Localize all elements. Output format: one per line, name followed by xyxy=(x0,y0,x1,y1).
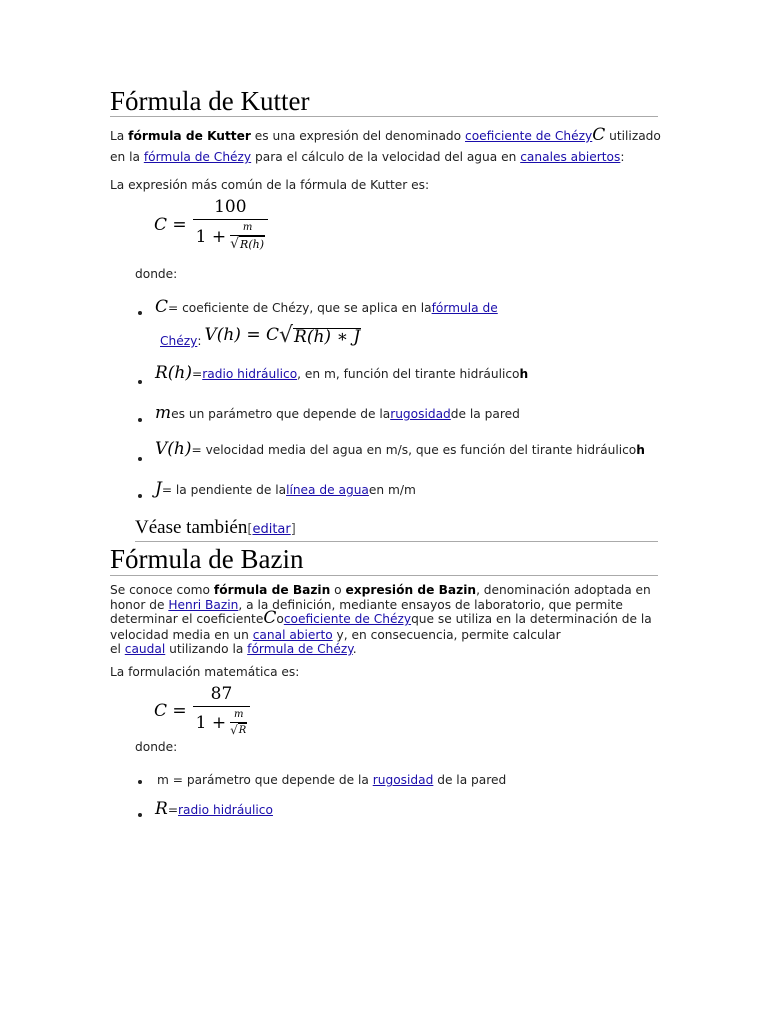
kutter-title-rule xyxy=(110,116,658,117)
bazin-line1 xyxy=(110,583,651,598)
bullet xyxy=(138,380,142,384)
chezy-sqrt xyxy=(279,322,361,348)
link-rugosidad-2[interactable]: rugosidad xyxy=(372,773,434,787)
item-text: , en m, función del tirante hidráulico xyxy=(297,367,520,381)
para-text: o xyxy=(276,612,284,626)
bazin-line5 xyxy=(110,642,357,657)
item-text: = velocidad media del agua en m/s, que es función del tirante hidráulico xyxy=(191,443,637,457)
symbol-rh: R(h) xyxy=(155,363,193,383)
para-text: honor de xyxy=(110,598,169,612)
link-rugosidad[interactable]: rugosidad xyxy=(390,407,451,421)
item-text: es un parámetro que depende de la xyxy=(171,407,391,421)
item-text: : xyxy=(197,334,202,348)
formula-numerator: 100 xyxy=(214,197,247,217)
denominator-one-plus: 1 + xyxy=(195,713,227,733)
see-also-title: Véase también xyxy=(135,517,248,538)
edit-bracket: ] xyxy=(290,522,296,537)
link-canal-abierto[interactable]: canal abierto xyxy=(252,628,333,642)
formula-numerator: 87 xyxy=(210,684,233,704)
kutter-item-c-cont xyxy=(160,322,361,349)
para-text: , denominación adoptada en xyxy=(476,583,651,597)
para-text: . xyxy=(352,642,357,656)
link-formula-chezy[interactable]: fórmula de Chézy xyxy=(143,150,252,164)
symbol-c: C xyxy=(263,608,277,628)
intro-bold-term: fórmula de Kutter xyxy=(128,129,251,143)
bazin-formula xyxy=(154,684,250,737)
radicand-rh: R(h) xyxy=(240,238,264,251)
bazin-item-m xyxy=(157,773,506,788)
link-canales-abiertos[interactable]: canales abiertos xyxy=(520,150,621,164)
bold-formula-bazin: fórmula de Bazin xyxy=(213,583,331,597)
para-text: el xyxy=(110,642,125,656)
bazin-title-rule xyxy=(110,575,658,576)
see-also-heading xyxy=(135,517,296,539)
denominator-one-plus: 1 + xyxy=(195,227,227,247)
bazin-title: Fórmula de Bazin xyxy=(110,544,304,574)
see-also-rule xyxy=(135,541,658,542)
item-text: de la pared xyxy=(433,773,507,787)
sqrt-rh xyxy=(230,236,265,252)
sqrt-r xyxy=(230,723,247,737)
bazin-donde: donde: xyxy=(135,740,178,754)
link-radio-hidraulico[interactable]: radio hidráulico xyxy=(202,367,298,381)
formula-denominator xyxy=(193,220,268,252)
kutter-donde: donde: xyxy=(135,267,178,281)
bullet xyxy=(138,311,142,315)
bazin-line4 xyxy=(110,628,561,643)
bullet xyxy=(138,418,142,422)
item-text: m = parámetro que depende de la xyxy=(157,773,373,787)
formula-fraction xyxy=(193,197,268,252)
item-text: = xyxy=(167,803,179,817)
inner-numerator-m: m xyxy=(233,709,244,720)
link-radio-hidraulico-2[interactable]: radio hidráulico xyxy=(178,803,273,817)
symbol-vh: V(h) xyxy=(155,439,192,459)
intro-text: : xyxy=(620,150,625,164)
inner-fraction xyxy=(230,222,265,252)
intro-text: para el cálculo de la velocidad del agua en xyxy=(251,150,521,164)
kutter-item-vh xyxy=(155,439,645,459)
formula-denominator xyxy=(193,707,251,737)
formula-lhs: C = xyxy=(154,700,187,721)
bullet xyxy=(138,457,142,461)
bold-expresion-bazin: expresión de Bazin xyxy=(345,583,477,597)
kutter-expression-intro: La expresión más común de la fórmula de Kutter es: xyxy=(110,178,430,192)
intro-symbol-c: C xyxy=(592,125,606,145)
intro-text: es una expresión del denominado xyxy=(250,129,466,143)
kutter-title: Fórmula de Kutter xyxy=(110,86,310,116)
kutter-item-m xyxy=(155,403,520,423)
link-formula-chezy-2[interactable]: fórmula de Chézy xyxy=(247,642,353,656)
kutter-intro-line2 xyxy=(110,150,624,165)
inner-fraction xyxy=(230,709,247,737)
bullet xyxy=(138,813,142,817)
symbol-c: C xyxy=(155,297,169,317)
item-text: = xyxy=(192,367,203,381)
item-text: = la pendiente de la xyxy=(161,483,287,497)
link-caudal[interactable]: caudal xyxy=(124,642,166,656)
radical-sign: √ xyxy=(230,236,240,252)
formula-fraction xyxy=(193,684,251,737)
link-henri-bazin[interactable]: Henri Bazin xyxy=(168,598,239,612)
para-text: y, en consecuencia, permite calcular xyxy=(332,628,561,642)
para-text: , a la definición, mediante ensayos de laboratorio, que permite xyxy=(238,598,623,612)
para-text: Se conoce como xyxy=(110,583,214,597)
kutter-intro-line1 xyxy=(110,125,661,145)
intro-text: La xyxy=(110,129,129,143)
link-coeficiente-chezy[interactable]: coeficiente de Chézy xyxy=(465,129,593,143)
bazin-math-intro: La formulación matemática es: xyxy=(110,665,300,679)
intro-text: utilizado xyxy=(605,129,661,143)
symbol-r: R xyxy=(155,799,168,819)
para-text: utilizando la xyxy=(165,642,248,656)
item-text: de la pared xyxy=(450,407,520,421)
kutter-item-c xyxy=(155,297,498,317)
kutter-item-rh xyxy=(155,363,529,383)
radicand-r: R xyxy=(238,725,247,736)
link-coeficiente-chezy-2[interactable]: coeficiente de Chézy xyxy=(283,612,412,626)
formula-lhs: C = xyxy=(154,214,187,235)
radical-sign: √ xyxy=(230,723,238,737)
bold-h: h xyxy=(636,443,645,457)
bullet xyxy=(138,780,142,784)
link-linea-de-agua[interactable]: línea de agua xyxy=(286,483,369,497)
radical-sign: √ xyxy=(279,322,294,348)
item-text: = coeficiente de Chézy, que se aplica en la xyxy=(168,301,432,315)
intro-text: en la xyxy=(110,150,144,164)
edit-bracket: [ xyxy=(247,522,253,537)
link-formula-de[interactable]: fórmula de xyxy=(431,301,498,315)
item-text: en m/m xyxy=(368,483,416,497)
bazin-item-r xyxy=(155,799,273,819)
symbol-m: m xyxy=(155,403,172,423)
link-chezy[interactable]: Chézy xyxy=(160,334,198,348)
para-text: determinar el coeficiente xyxy=(110,612,264,626)
bullet xyxy=(138,494,142,498)
inner-numerator-m: m xyxy=(242,222,253,233)
kutter-formula xyxy=(154,197,268,252)
kutter-item-j xyxy=(155,479,416,499)
para-text: que se utiliza en la determinación de la xyxy=(411,612,652,626)
chezy-radicand: R(h) ∗ J xyxy=(294,326,361,347)
bazin-line3 xyxy=(110,608,652,628)
para-text: velocidad media en un xyxy=(110,628,253,642)
edit-link[interactable]: editar xyxy=(252,522,291,537)
symbol-j: J xyxy=(155,479,162,499)
chezy-equation-lhs: V(h) = C xyxy=(204,325,280,345)
para-text: o xyxy=(330,583,346,597)
bold-h: h xyxy=(519,367,529,381)
